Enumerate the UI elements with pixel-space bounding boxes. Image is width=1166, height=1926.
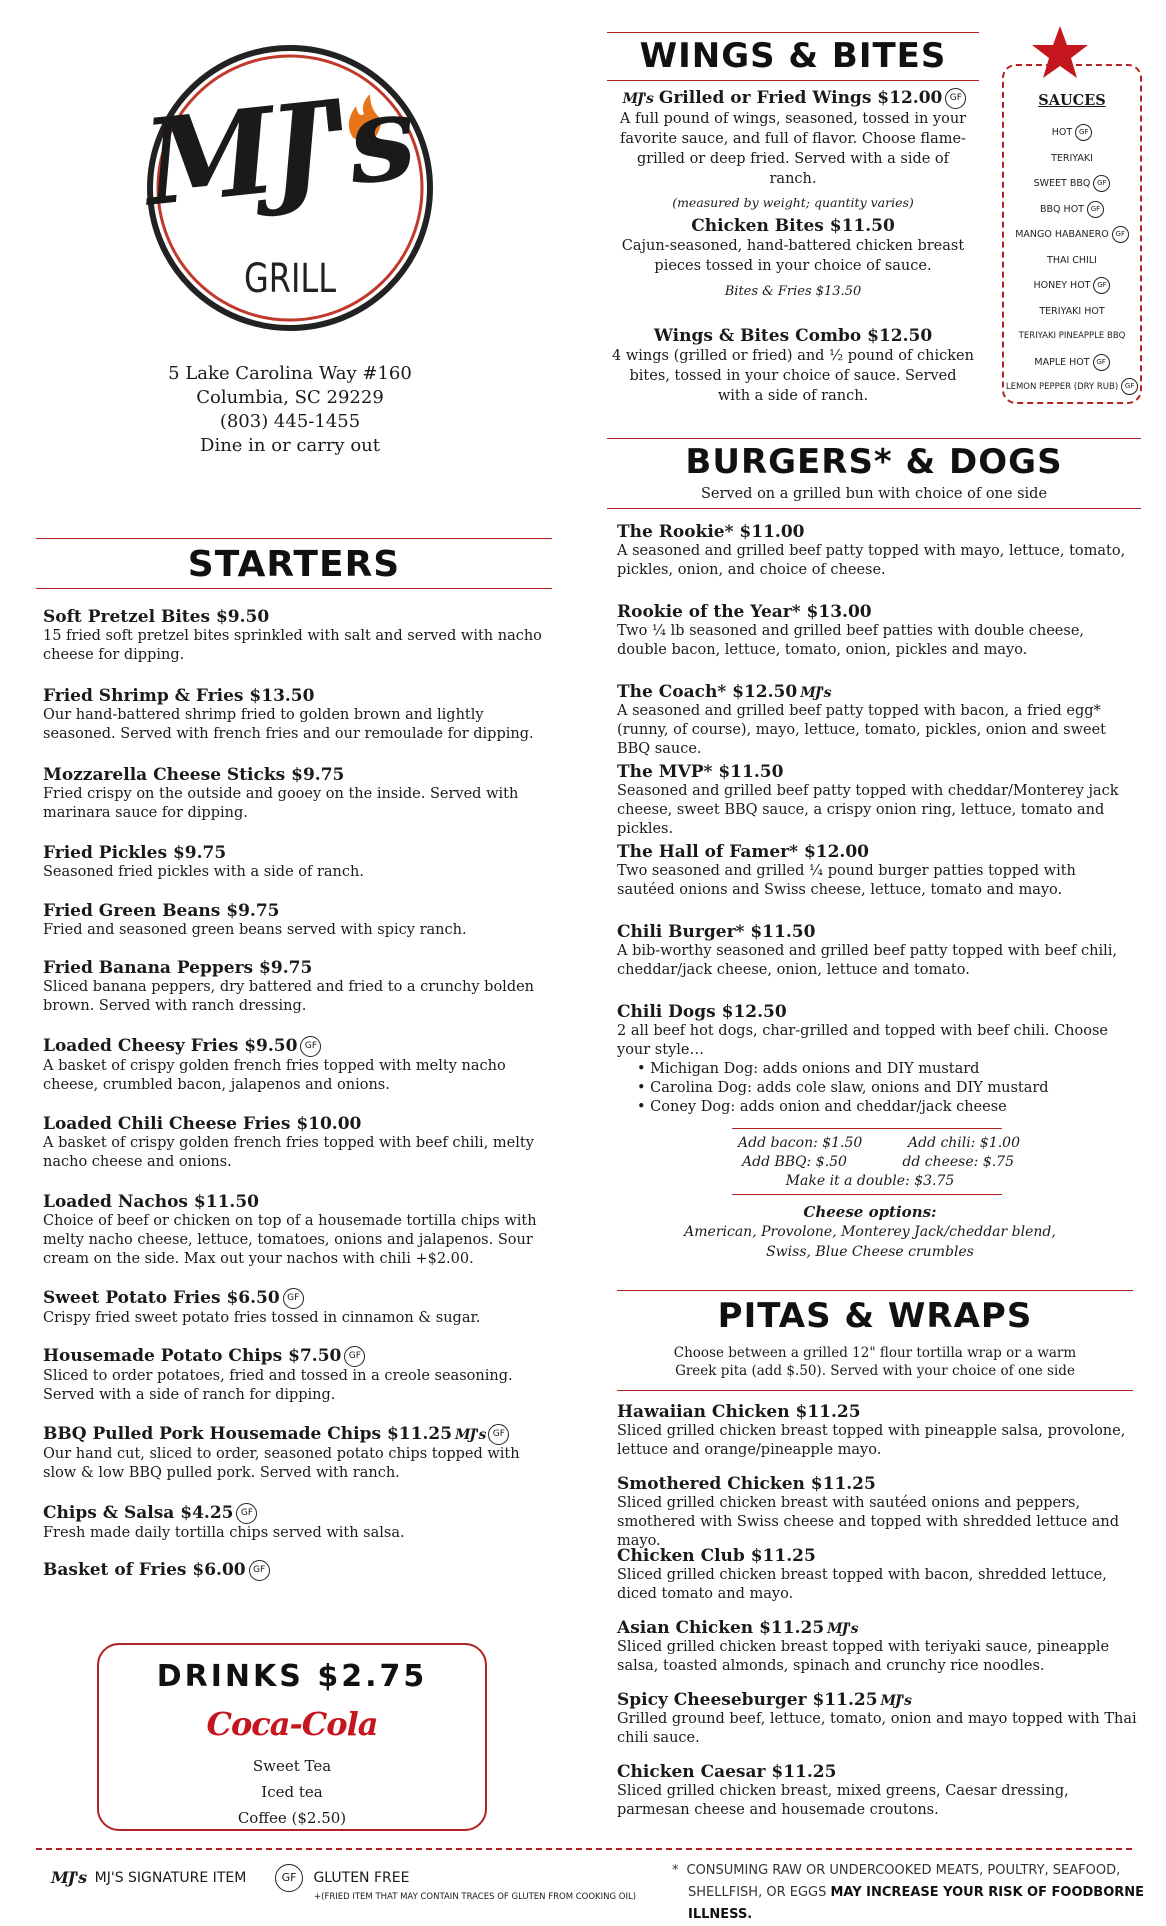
divider bbox=[607, 508, 1141, 509]
legend-gluten-free bbox=[272, 1864, 409, 1892]
item-desc: Sliced grilled chicken breast topped with bacon, shredded lettuce, diced tomato and mayo. bbox=[617, 1567, 1107, 1602]
item-desc: A seasoned and grilled beef patty topped with mayo, lettuce, tomato, pickles, onion, and choice of cheese. bbox=[617, 543, 1126, 578]
list-item bbox=[617, 1762, 1137, 1820]
pitas-subtitle-line: Choose between a grilled 12" flour tortilla wrap or a warm bbox=[673, 1345, 1077, 1361]
item-name: Smothered Chicken $11.25 bbox=[617, 1474, 876, 1494]
list-item bbox=[1004, 146, 1140, 172]
gluten-free-icon: GF bbox=[488, 1424, 509, 1445]
sauce-name: SWEET BBQ bbox=[1033, 178, 1091, 189]
item-name: Rookie of the Year* $13.00 bbox=[617, 602, 872, 622]
list-item bbox=[1004, 197, 1140, 223]
item-name: Spicy Cheeseburger $11.25 bbox=[617, 1690, 878, 1710]
item-desc: Choice of beef or chicken on top of a housemade tortilla chips with melty nacho cheese, lettuce, tomatoes, onions and jalapenos. Sour cream on the side. Max out your nachos with chili +$2.00. bbox=[43, 1213, 537, 1267]
gluten-free-icon: GF bbox=[283, 1288, 304, 1309]
item-name: Wings & Bites Combo $12.50 bbox=[653, 326, 933, 346]
list-item bbox=[43, 607, 548, 665]
item-name: Loaded Cheesy Fries $9.50 bbox=[43, 1036, 298, 1056]
cheese-options-title: Cheese options: bbox=[803, 1203, 937, 1221]
item-desc: Sliced grilled chicken breast, mixed greens, Caesar dressing, parmesan cheese and housemade croutons. bbox=[617, 1783, 1069, 1818]
item-note: Bites & Fries $13.50 bbox=[724, 284, 862, 299]
divider bbox=[617, 1290, 1133, 1291]
drink-item: Iced tea bbox=[261, 1783, 323, 1801]
item-desc: A bib-worthy seasoned and grilled beef patty topped with beef chili, cheddar/jack cheese, onion, lettuce and tomato. bbox=[617, 943, 1117, 978]
list-item: • Michigan Dog: adds onions and DIY mustard bbox=[637, 1061, 980, 1077]
divider bbox=[607, 80, 979, 81]
list-item bbox=[1004, 375, 1140, 401]
list-item bbox=[617, 1546, 1137, 1604]
dog-style: Carolina Dog: adds cole slaw, onions and DIY mustard bbox=[650, 1080, 1049, 1096]
signature-icon: MJ's bbox=[800, 684, 831, 701]
addon-cheese: dd cheese: $.75 bbox=[902, 1154, 1014, 1170]
sauce-name: HONEY HOT bbox=[1033, 280, 1091, 291]
sauce-name: TERIYAKI PINEAPPLE BBQ bbox=[1018, 331, 1126, 341]
item-desc: A basket of crispy golden french fries topped with beef chili, melty nacho cheese and onions. bbox=[43, 1135, 534, 1170]
list-item bbox=[43, 1192, 548, 1269]
item-desc: 4 wings (grilled or fried) and ½ pound of chicken bites, tossed in your choice of sauce. Served with a side of ranch. bbox=[612, 348, 974, 404]
item-name: Sweet Potato Fries $6.50 bbox=[43, 1288, 280, 1308]
list-item bbox=[617, 1002, 1137, 1117]
item-note: (measured by weight; quantity varies) bbox=[672, 195, 914, 210]
list-item bbox=[1004, 350, 1140, 376]
item-desc: A full pound of wings, seasoned, tossed in your favorite sauce, and full of flavor. Choose flame-grilled or deep fried. Served with a side of ranch. bbox=[619, 111, 967, 187]
pitas-subtitle-line: Greek pita (add $.50). Served with your choice of one side bbox=[675, 1363, 1075, 1379]
cheese-options bbox=[640, 1202, 1100, 1262]
logo-script: MJ's bbox=[137, 66, 417, 233]
legend-signature bbox=[48, 1868, 246, 1887]
item-name: BBQ Pulled Pork Housemade Chips $11.25 bbox=[43, 1424, 453, 1444]
item-name: Loaded Chili Cheese Fries $10.00 bbox=[43, 1114, 362, 1134]
item-desc: Fried and seasoned green beans served with spicy ranch. bbox=[43, 922, 467, 938]
coca-cola-logo: Coca-Cola bbox=[206, 1705, 378, 1743]
health-warning bbox=[672, 1860, 1146, 1926]
item-name: Hawaiian Chicken $11.25 bbox=[617, 1402, 861, 1422]
list-item bbox=[617, 922, 1137, 980]
list-item bbox=[1004, 324, 1140, 350]
list-item bbox=[1004, 222, 1140, 248]
item-desc: Crispy fried sweet potato fries tossed in cinnamon & sugar. bbox=[43, 1310, 481, 1326]
item-desc: Seasoned and grilled beef patty topped with cheddar/Monterey jack cheese, sweet BBQ sauce, a crispy onion ring, lettuce, tomato and pickles. bbox=[617, 783, 1119, 837]
pitas-title: PITAS & WRAPS bbox=[717, 1296, 1033, 1336]
gluten-free-note: +(FRIED ITEM THAT MAY CONTAIN TRACES OF GLUTEN FROM COOKING OIL) bbox=[314, 1892, 637, 1902]
addon-bbq: Add BBQ: $.50 bbox=[742, 1154, 847, 1170]
divider bbox=[36, 588, 552, 589]
list-item bbox=[43, 901, 548, 940]
item-name: Chips & Salsa $4.25 bbox=[43, 1503, 234, 1523]
gluten-free-icon: GF bbox=[1087, 201, 1104, 218]
list-item bbox=[617, 682, 1137, 759]
sauce-name: THAI CHILI bbox=[1047, 254, 1097, 266]
gluten-free-icon: GF bbox=[1093, 175, 1110, 192]
list-item bbox=[43, 843, 548, 882]
list-item bbox=[612, 88, 974, 212]
dog-style: Coney Dog: adds onion and cheddar/jack cheese bbox=[650, 1099, 1007, 1115]
list-item bbox=[617, 842, 1137, 900]
signature-icon: MJ's bbox=[622, 90, 653, 107]
list-item bbox=[1004, 171, 1140, 197]
divider bbox=[36, 538, 552, 539]
item-desc: Two ¼ lb seasoned and grilled beef patties with double cheese, double bacon, lettuce, tomato, onion, pickles and mayo. bbox=[617, 623, 1085, 658]
item-name: The Coach* $12.50 bbox=[617, 682, 798, 702]
warning-text: SHELLFISH, OR EGGS bbox=[688, 1885, 831, 1900]
item-name: Chicken Bites $11.50 bbox=[691, 216, 895, 236]
item-name: Fried Shrimp & Fries $13.50 bbox=[43, 686, 315, 706]
list-item bbox=[617, 762, 1137, 839]
item-name: Soft Pretzel Bites $9.50 bbox=[43, 607, 270, 627]
address-line2: Columbia, SC 29229 bbox=[196, 387, 384, 408]
addon-bacon: Add bacon: $1.50 bbox=[738, 1135, 863, 1151]
item-desc: 2 all beef hot dogs, char-grilled and topped with beef chili. Choose your style… bbox=[617, 1023, 1108, 1058]
dog-style: Michigan Dog: adds onions and DIY mustard bbox=[650, 1061, 980, 1077]
list-item: • Coney Dog: adds onion and cheddar/jack cheese bbox=[637, 1099, 1007, 1115]
drink-item: Coffee ($2.50) bbox=[237, 1809, 347, 1827]
signature-icon: MJ's bbox=[455, 1426, 486, 1443]
list-item bbox=[43, 1560, 548, 1581]
item-name: Loaded Nachos $11.50 bbox=[43, 1192, 259, 1212]
drinks-box bbox=[97, 1643, 487, 1831]
starters-title: STARTERS bbox=[187, 544, 401, 585]
item-desc: Fried crispy on the outside and gooey on the inside. Served with marinara sauce for dipping. bbox=[43, 786, 519, 821]
signature-icon: MJ's bbox=[880, 1692, 911, 1709]
item-desc: Cajun-seasoned, hand-battered chicken breast pieces tossed in your choice of sauce. bbox=[621, 238, 965, 274]
item-name: Chicken Caesar $11.25 bbox=[617, 1762, 837, 1782]
gluten-free-icon: GF bbox=[1093, 354, 1110, 371]
item-name: Asian Chicken $11.25 bbox=[617, 1618, 825, 1638]
address-block bbox=[150, 362, 430, 458]
dog-style-list bbox=[617, 1060, 1137, 1117]
footer bbox=[36, 1858, 1146, 1922]
divider bbox=[732, 1128, 1002, 1129]
list-item bbox=[1004, 299, 1140, 325]
sauces-title: SAUCES bbox=[1038, 92, 1106, 109]
gluten-free-icon: GF bbox=[344, 1346, 365, 1367]
addons-block bbox=[700, 1134, 1040, 1191]
drinks-title: DRINKS $2.75 bbox=[156, 1659, 428, 1694]
item-desc: Grilled ground beef, lettuce, tomato, onion and mayo topped with Thai chili sauce. bbox=[617, 1711, 1137, 1746]
item-desc: A basket of crispy golden french fries topped with melty nacho cheese, crumbled bacon, jalapenos and onions. bbox=[43, 1058, 506, 1093]
gluten-free-icon: GF bbox=[300, 1036, 321, 1057]
sauce-name: BBQ HOT bbox=[1040, 203, 1084, 215]
list-item bbox=[43, 958, 548, 1016]
list-item bbox=[43, 1036, 548, 1095]
list-item bbox=[43, 765, 548, 823]
list-item: • Carolina Dog: adds cole slaw, onions and DIY mustard bbox=[637, 1080, 1049, 1096]
list-item bbox=[617, 1618, 1137, 1676]
sauce-name: LEMON PEPPER (DRY RUB) bbox=[1005, 382, 1119, 392]
item-name: The Hall of Famer* $12.00 bbox=[617, 842, 870, 862]
gluten-free-icon: GF bbox=[1093, 277, 1110, 294]
item-name: Chili Dogs $12.50 bbox=[617, 1002, 787, 1022]
list-item bbox=[1004, 273, 1140, 299]
logo-word: GRILL bbox=[243, 256, 337, 302]
health-warning-line: * CONSUMING RAW OR UNDERCOOKED MEATS, POULTRY, SEAFOOD, bbox=[672, 1863, 1121, 1878]
gluten-free-icon: GF bbox=[1121, 378, 1138, 395]
divider bbox=[607, 32, 979, 33]
warning-text: CONSUMING RAW OR UNDERCOOKED MEATS, POULTRY, SEAFOOD, bbox=[686, 1863, 1121, 1878]
divider bbox=[732, 1194, 1002, 1195]
list-item bbox=[43, 1503, 548, 1543]
sauce-name: HOT bbox=[1051, 127, 1073, 138]
pitas-subtitle bbox=[617, 1344, 1133, 1380]
item-name: The MVP* $11.50 bbox=[617, 762, 784, 782]
item-name: Fried Banana Peppers $9.75 bbox=[43, 958, 313, 978]
list-item bbox=[612, 326, 974, 406]
footer-divider bbox=[36, 1848, 1132, 1850]
item-desc: Our hand-battered shrimp fried to golden brown and lightly seasoned. Served with french fries and our remoulade for dipping. bbox=[43, 707, 534, 742]
signature-icon: MJ's bbox=[51, 1868, 87, 1887]
list-item bbox=[617, 522, 1137, 580]
item-name: Housemade Potato Chips $7.50 bbox=[43, 1346, 342, 1366]
item-name: Chicken Club $11.25 bbox=[617, 1546, 816, 1566]
item-desc: Sliced grilled chicken breast with sautéed onions and peppers, smothered with Swiss cheese and topped with shredded lettuce and mayo. bbox=[617, 1495, 1120, 1549]
list-item bbox=[617, 1402, 1137, 1460]
list-item bbox=[617, 602, 1137, 660]
item-desc: 15 fried soft pretzel bites sprinkled with salt and served with nacho cheese for dipping. bbox=[43, 628, 542, 663]
drink-item: Sweet Tea bbox=[252, 1757, 332, 1775]
cheese-options-line: Swiss, Blue Cheese crumbles bbox=[766, 1244, 974, 1260]
item-desc: Seasoned fried pickles with a side of ranch. bbox=[43, 864, 364, 880]
divider bbox=[607, 438, 1141, 439]
sauces-box bbox=[1002, 64, 1142, 404]
sauce-list bbox=[1004, 120, 1140, 401]
gluten-free-icon: GF bbox=[249, 1560, 270, 1581]
sauce-name: MAPLE HOT bbox=[1034, 356, 1090, 368]
item-desc: Sliced banana peppers, dry battered and fried to a crunchy bolden brown. Served with ranch dressing. bbox=[43, 979, 535, 1014]
list-item bbox=[612, 216, 974, 301]
item-name: Mozzarella Cheese Sticks $9.75 bbox=[43, 765, 345, 785]
signature-icon: MJ's bbox=[827, 1620, 858, 1637]
warning-emphasis: MAY INCREASE YOUR RISK OF FOODBORNE ILLNESS. bbox=[688, 1885, 1145, 1922]
list-item bbox=[43, 1424, 548, 1483]
list-item bbox=[43, 1346, 548, 1405]
legend-signature-label: MJ'S SIGNATURE ITEM bbox=[94, 1869, 247, 1886]
list-item bbox=[1004, 248, 1140, 274]
cheese-options-line: American, Provolone, Monterey Jack/cheddar blend, bbox=[684, 1224, 1056, 1240]
divider bbox=[617, 1390, 1133, 1391]
list-item bbox=[617, 1474, 1137, 1551]
legend-gluten-free-label: GLUTEN FREE bbox=[313, 1870, 410, 1886]
list-item bbox=[43, 686, 548, 744]
item-name: Fried Green Beans $9.75 bbox=[43, 901, 280, 921]
item-desc: Sliced grilled chicken breast topped with teriyaki sauce, pineapple salsa, toasted almonds, spinach and crunchy rice noodles. bbox=[617, 1639, 1110, 1674]
list-item bbox=[1004, 120, 1140, 146]
gluten-free-icon: GF bbox=[236, 1503, 257, 1524]
item-name: Grilled or Fried Wings $12.00 bbox=[658, 88, 943, 108]
item-name: The Rookie* $11.00 bbox=[617, 522, 805, 542]
item-desc: Sliced grilled chicken breast topped with pineapple salsa, provolone, lettuce and orange/pineapple mayo. bbox=[617, 1423, 1126, 1458]
addon-chili: Add chili: $1.00 bbox=[907, 1135, 1020, 1151]
item-desc: Our hand cut, sliced to order, seasoned potato chips topped with slow & low BBQ pulled pork. Served with ranch. bbox=[43, 1446, 520, 1481]
sauce-name: TERIYAKI HOT bbox=[1039, 305, 1105, 317]
address-line1: 5 Lake Carolina Way #160 bbox=[168, 363, 412, 384]
list-item bbox=[617, 1690, 1137, 1748]
logo bbox=[137, 38, 440, 338]
item-name: Chili Burger* $11.50 bbox=[617, 922, 816, 942]
list-item bbox=[43, 1114, 548, 1172]
addon-double: Make it a double: $3.75 bbox=[785, 1173, 955, 1189]
item-desc: Two seasoned and grilled ¼ pound burger patties topped with sautéed onions and Swiss cheese, lettuce, tomato and mayo. bbox=[617, 863, 1076, 898]
wings-title: WINGS & BITES bbox=[639, 36, 947, 76]
sauce-name: TERIYAKI bbox=[1051, 152, 1093, 164]
item-desc: Sliced to order potatoes, fried and tossed in a creole seasoning. Served with a side of ranch for dipping. bbox=[43, 1368, 513, 1403]
list-item bbox=[43, 1288, 548, 1328]
gluten-free-icon: GF bbox=[275, 1864, 303, 1892]
burgers-subtitle: Served on a grilled bun with choice of one side bbox=[700, 486, 1048, 502]
item-desc: A seasoned and grilled beef patty topped with bacon, a fried egg* (runny, of course), mayo, lettuce, tomato, pickles, onion and sweet BBQ sauce. bbox=[617, 703, 1107, 757]
gluten-free-icon: GF bbox=[1075, 124, 1092, 141]
item-name: Basket of Fries $6.00 bbox=[43, 1560, 246, 1580]
health-warning-line bbox=[672, 1882, 1146, 1926]
sauce-name: MANGO HABANERO bbox=[1015, 229, 1109, 240]
item-desc: Fresh made daily tortilla chips served with salsa. bbox=[43, 1525, 405, 1541]
gluten-free-icon: GF bbox=[945, 88, 966, 109]
burgers-title: BURGERS* & DOGS bbox=[685, 442, 1063, 482]
phone: (803) 445-1455 bbox=[219, 411, 361, 432]
gluten-free-icon: GF bbox=[1112, 226, 1129, 243]
item-name: Fried Pickles $9.75 bbox=[43, 843, 227, 863]
service-note: Dine in or carry out bbox=[200, 435, 380, 456]
